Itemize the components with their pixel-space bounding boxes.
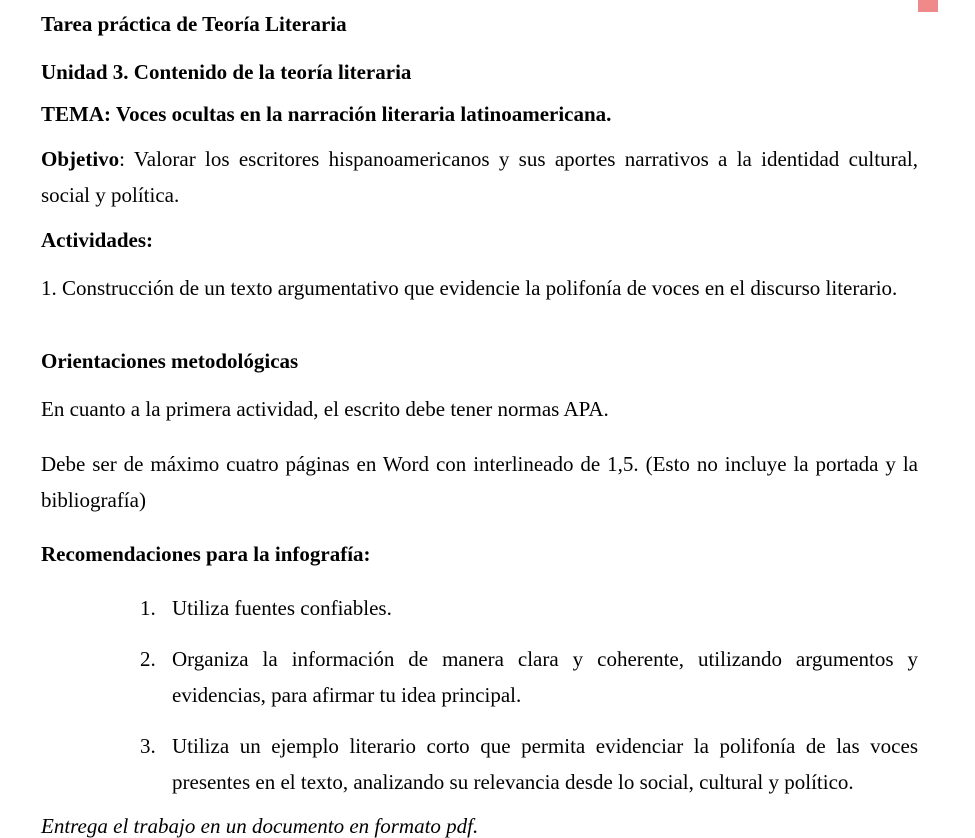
topic-heading: TEMA: Voces ocultas en la narración literaria latinoamericana. (41, 102, 612, 126)
objective-text: : Valorar los escritores hispanoamericanos y sus aportes narrativos a la identidad cultural, social y política. (41, 147, 918, 207)
list-item-number: 3. (140, 734, 156, 758)
list-item-number: 1. (140, 596, 156, 620)
unit-heading: Unidad 3. Contenido de la teoría literaria (41, 60, 412, 84)
guidelines-paragraph-2: Debe ser de máximo cuatro páginas en Word con interlineado de 1,5. (Esto no incluye la portada y la bibliografía) (41, 452, 918, 512)
guidelines-paragraph-1: En cuanto a la primera actividad, el escrito debe tener normas APA. (41, 397, 609, 421)
document-title: Tarea práctica de Teoría Literaria (41, 12, 347, 36)
list-item-text: Utiliza fuentes confiables. (172, 596, 392, 620)
guidelines-heading: Orientaciones metodológicas (41, 349, 299, 373)
list-item-text: Utiliza un ejemplo literario corto que permita evidenciar la polifonía de las voces presentes en el texto, analizando su relevancia desde lo social, cultural y político. (172, 734, 918, 794)
objective-paragraph (41, 141, 918, 213)
activities-heading: Actividades: (41, 228, 153, 252)
corner-marker (918, 0, 938, 12)
list-item-text: Organiza la información de manera clara y coherente, utilizando argumentos y evidencias, para afirmar tu idea principal. (172, 647, 918, 707)
recommendations-heading: Recomendaciones para la infografía: (41, 542, 371, 566)
objective-label: Objetivo (41, 147, 120, 171)
cutoff-paragraph: Entrega el trabajo en un documento en formato pdf. (41, 814, 479, 838)
activity-item-1: 1. Construcción de un texto argumentativo que evidencie la polifonía de voces en el discurso literario. (41, 276, 898, 300)
list-item-number: 2. (140, 647, 156, 671)
